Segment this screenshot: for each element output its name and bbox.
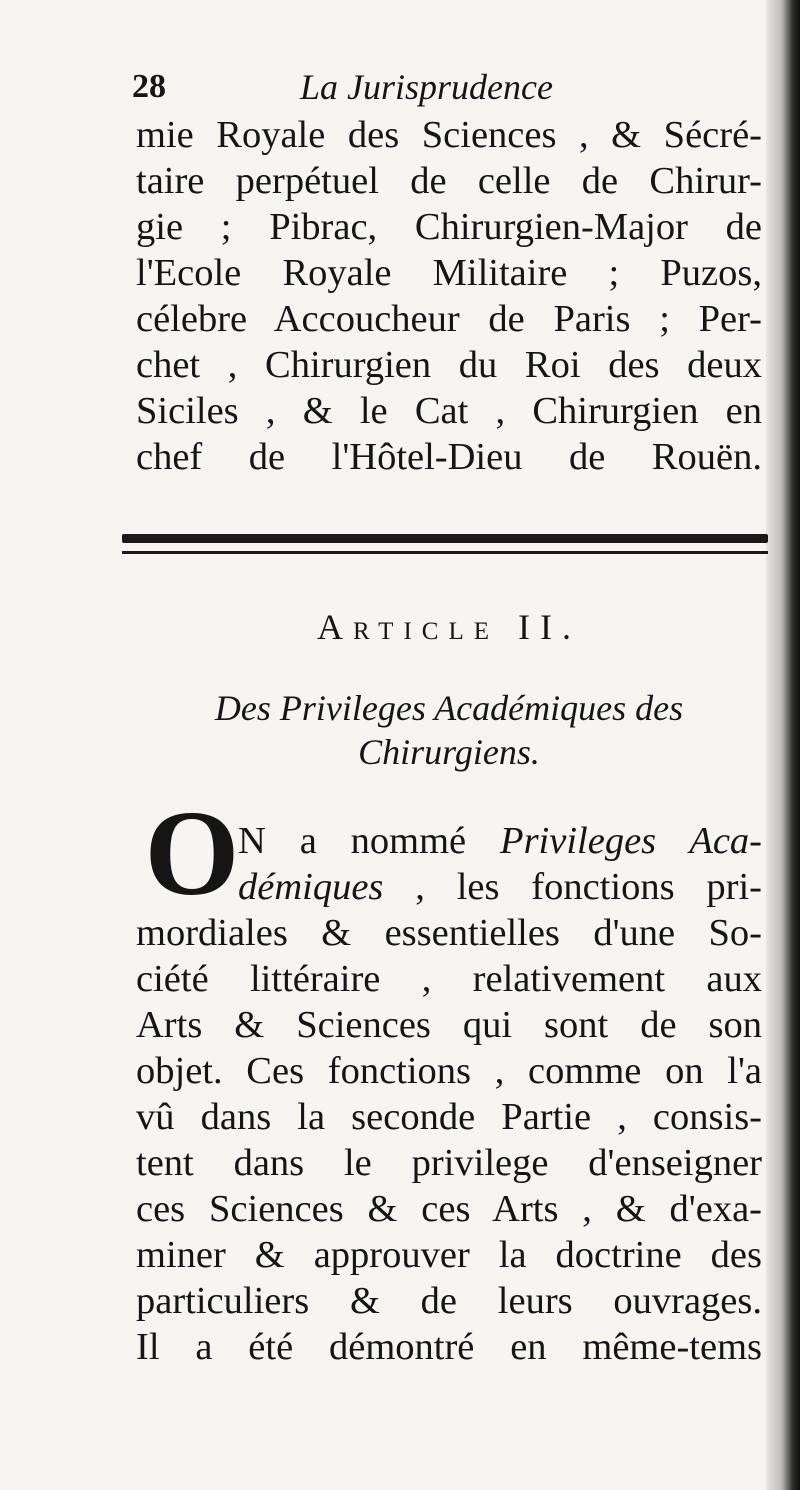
text-line: ciété littéraire , relativement aux <box>136 958 762 1000</box>
article-subtitle-line: Des Privileges Académiques des <box>214 688 684 728</box>
article-subtitle <box>136 686 762 774</box>
text-line: objet. Ces fonctions , comme on l'a <box>136 1050 762 1092</box>
text-line: l'Ecole Royale Militaire ; Puzos, <box>136 252 762 294</box>
text-line <box>136 818 762 864</box>
text-line: chef de l'Hôtel-Dieu de Rouën. <box>136 436 762 478</box>
text-line: mie Royale des Sciences , & Sécré- <box>136 114 762 156</box>
text-line: tent dans le privilege d'enseigner <box>136 1142 762 1184</box>
italic-term: Privileges Aca- <box>500 820 762 862</box>
section-rule-thick <box>122 534 768 543</box>
text-fragment: N a nommé <box>238 820 501 862</box>
text-fragment: , les fonctions pri- <box>383 866 762 908</box>
book-spine-shadow <box>766 0 800 1490</box>
text-line: Il a été démontré en même-tems <box>136 1326 762 1368</box>
text-line: vû dans la seconde Partie , consis- <box>136 1096 762 1138</box>
text-line: gie ; Pibrac, Chirurgien-Major de <box>136 206 762 248</box>
article-title: Article II. <box>317 607 581 647</box>
page-header <box>132 66 752 114</box>
text-line: ces Sciences & ces Arts , & d'exa- <box>136 1188 762 1230</box>
text-line: chet , Chirurgien du Roi des deux <box>136 344 762 386</box>
text-line <box>136 864 762 910</box>
text-line: particuliers & de leurs ouvrages. <box>136 1280 762 1322</box>
text-line: taire perpétuel de celle de Chirur- <box>136 160 762 202</box>
text-line: mordiales & essentielles d'une So- <box>136 912 762 954</box>
top-paragraph <box>136 112 762 480</box>
text-line: Siciles , & le Cat , Chirurgien en <box>136 390 762 432</box>
section-rule-thin <box>122 551 768 554</box>
page-number: 28 <box>132 68 166 105</box>
text-line: célebre Accoucheur de Paris ; Per- <box>136 298 762 340</box>
body-paragraph <box>136 818 762 1370</box>
italic-term: démiques <box>238 866 384 908</box>
text-line: Arts & Sciences qui sont de son <box>136 1004 762 1046</box>
text-line: miner & approuver la doctrine des <box>136 1234 762 1276</box>
drop-cap: O <box>144 786 240 921</box>
running-head: La Jurisprudence <box>300 67 553 107</box>
article-subtitle-line: Chirurgiens. <box>358 732 540 772</box>
